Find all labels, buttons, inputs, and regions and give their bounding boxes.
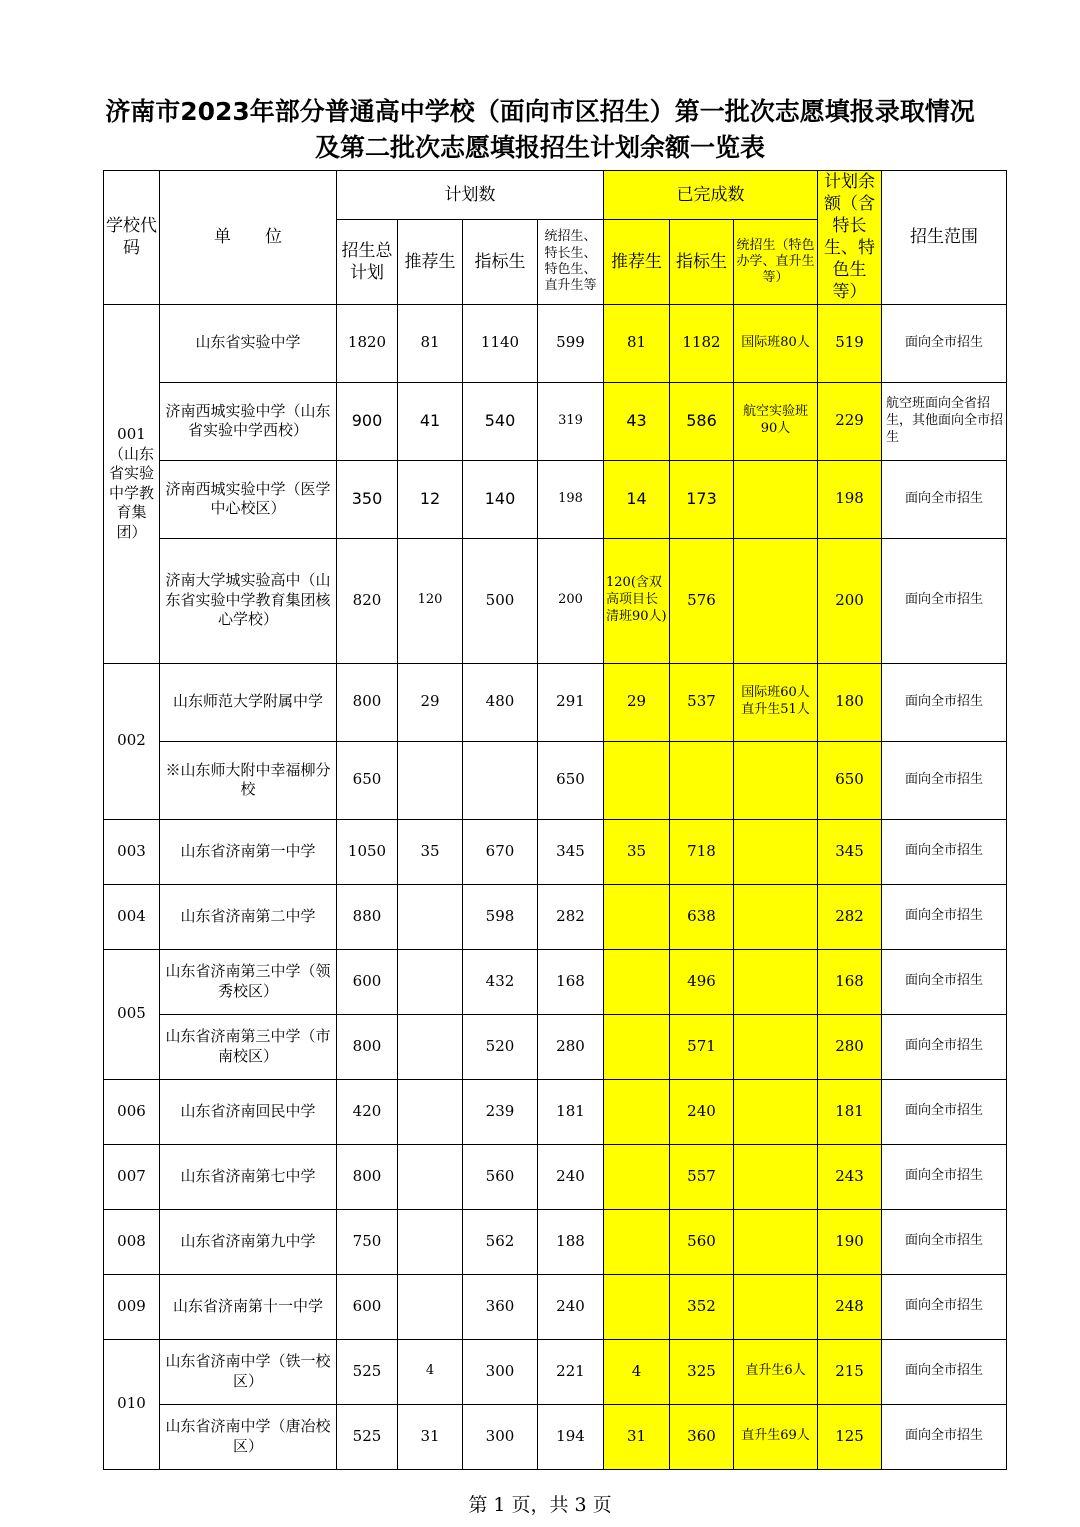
table-row <box>104 460 1007 538</box>
scope-cell: 面向全市招生 <box>882 1274 1007 1339</box>
table-row <box>104 1209 1007 1274</box>
done-quota-cell: 325 <box>670 1339 734 1404</box>
plan-recommended-cell: 81 <box>398 304 463 382</box>
done-recommended-cell: 4 <box>604 1339 670 1404</box>
done-other-cell <box>734 1014 818 1079</box>
done-other-cell <box>734 538 818 663</box>
done-recommended-cell <box>604 1144 670 1209</box>
plan-quota-cell: 432 <box>463 949 538 1014</box>
table-row <box>104 382 1007 460</box>
plan-total-cell: 350 <box>337 460 398 538</box>
unit-cell: 济南西城实验中学（医学中心校区） <box>160 460 337 538</box>
remain-cell: 650 <box>818 741 882 819</box>
page-footer: 第 1 页，共 3 页 <box>468 1494 612 1516</box>
plan-other-cell: 168 <box>538 949 604 1014</box>
remain-cell: 519 <box>818 304 882 382</box>
unit-cell: 山东师范大学附属中学 <box>160 663 337 741</box>
plan-other-cell: 194 <box>538 1404 604 1469</box>
done-quota-cell: 352 <box>670 1274 734 1339</box>
plan-recommended-cell: 29 <box>398 663 463 741</box>
plan-quota-cell <box>463 741 538 819</box>
done-recommended-cell: 43 <box>604 382 670 460</box>
plan-quota-cell: 360 <box>463 1274 538 1339</box>
done-recommended-cell <box>604 741 670 819</box>
remain-cell: 181 <box>818 1079 882 1144</box>
plan-other-cell: 198 <box>538 460 604 538</box>
header-school-code: 学校代码 <box>104 171 160 305</box>
table-row <box>104 884 1007 949</box>
plan-total-cell: 525 <box>337 1404 398 1469</box>
done-quota-cell: 638 <box>670 884 734 949</box>
done-recommended-cell: 35 <box>604 819 670 884</box>
plan-other-cell: 221 <box>538 1339 604 1404</box>
plan-recommended-cell: 35 <box>398 819 463 884</box>
table-row <box>104 663 1007 741</box>
done-other-cell <box>734 819 818 884</box>
plan-quota-cell: 480 <box>463 663 538 741</box>
scope-cell: 面向全市招生 <box>882 1404 1007 1469</box>
table-row <box>104 819 1007 884</box>
plan-recommended-cell: 31 <box>398 1404 463 1469</box>
unit-cell: 山东省实验中学 <box>160 304 337 382</box>
done-other-cell: 直升生69人 <box>734 1404 818 1469</box>
school-code-cell: 002 <box>104 663 160 819</box>
unit-cell: 山东省济南回民中学 <box>160 1079 337 1144</box>
plan-recommended-cell: 4 <box>398 1339 463 1404</box>
plan-quota-cell: 598 <box>463 884 538 949</box>
unit-cell: 山东省济南第一中学 <box>160 819 337 884</box>
done-recommended-cell: 81 <box>604 304 670 382</box>
plan-total-cell: 1050 <box>337 819 398 884</box>
unit-cell: 济南大学城实验高中（山东省实验中学教育集团核心学校） <box>160 538 337 663</box>
scope-cell: 面向全市招生 <box>882 1339 1007 1404</box>
done-quota-cell: 360 <box>670 1404 734 1469</box>
done-other-cell <box>734 884 818 949</box>
done-recommended-cell: 31 <box>604 1404 670 1469</box>
table-row <box>104 1079 1007 1144</box>
done-quota-cell: 537 <box>670 663 734 741</box>
plan-total-cell: 600 <box>337 1274 398 1339</box>
plan-recommended-cell: 12 <box>398 460 463 538</box>
unit-cell: 山东省济南第七中学 <box>160 1144 337 1209</box>
plan-quota-cell: 500 <box>463 538 538 663</box>
done-other-cell: 航空实验班90人 <box>734 382 818 460</box>
done-other-cell <box>734 1144 818 1209</box>
plan-quota-cell: 562 <box>463 1209 538 1274</box>
header-scope: 招生范围 <box>882 171 1007 305</box>
plan-total-cell: 750 <box>337 1209 398 1274</box>
scope-cell: 面向全市招生 <box>882 304 1007 382</box>
done-other-cell <box>734 949 818 1014</box>
plan-recommended-cell: 120 <box>398 538 463 663</box>
school-code-cell: 008 <box>104 1209 160 1274</box>
remain-cell: 345 <box>818 819 882 884</box>
plan-total-cell: 800 <box>337 1014 398 1079</box>
done-other-cell <box>734 741 818 819</box>
plan-total-cell: 880 <box>337 884 398 949</box>
done-recommended-cell: 120(含双高项目长清班90人) <box>604 538 670 663</box>
table-row <box>104 1404 1007 1469</box>
done-other-cell: 国际班80人 <box>734 304 818 382</box>
done-other-cell: 国际班60人直升生51人 <box>734 663 818 741</box>
school-code-cell: 003 <box>104 819 160 884</box>
remain-cell: 200 <box>818 538 882 663</box>
unit-cell: 山东省济南第九中学 <box>160 1209 337 1274</box>
plan-other-cell: 599 <box>538 304 604 382</box>
scope-cell: 面向全市招生 <box>882 1144 1007 1209</box>
table-row <box>104 1339 1007 1404</box>
scope-cell: 面向全市招生 <box>882 1079 1007 1144</box>
done-recommended-cell: 14 <box>604 460 670 538</box>
done-quota-cell: 571 <box>670 1014 734 1079</box>
plan-recommended-cell <box>398 741 463 819</box>
remain-cell: 190 <box>818 1209 882 1274</box>
header-done-quota: 指标生 <box>670 220 734 304</box>
admission-table <box>103 170 1007 1470</box>
plan-total-cell: 1820 <box>337 304 398 382</box>
remain-cell: 198 <box>818 460 882 538</box>
plan-total-cell: 525 <box>337 1339 398 1404</box>
plan-other-cell: 280 <box>538 1014 604 1079</box>
table-row <box>104 538 1007 663</box>
done-recommended-cell <box>604 1079 670 1144</box>
scope-cell: 面向全市招生 <box>882 460 1007 538</box>
remain-cell: 180 <box>818 663 882 741</box>
remain-cell: 280 <box>818 1014 882 1079</box>
remain-cell: 125 <box>818 1404 882 1469</box>
plan-total-cell: 420 <box>337 1079 398 1144</box>
remain-cell: 168 <box>818 949 882 1014</box>
plan-total-cell: 650 <box>337 741 398 819</box>
header-done-group: 已完成数 <box>604 171 818 220</box>
school-code-cell: 009 <box>104 1274 160 1339</box>
remain-cell: 248 <box>818 1274 882 1339</box>
done-recommended-cell <box>604 949 670 1014</box>
done-quota-cell: 173 <box>670 460 734 538</box>
scope-cell: 面向全市招生 <box>882 949 1007 1014</box>
unit-cell: 山东省济南第二中学 <box>160 884 337 949</box>
table-row <box>104 1274 1007 1339</box>
done-quota-cell: 560 <box>670 1209 734 1274</box>
done-other-cell <box>734 460 818 538</box>
header-plan-total: 招生总计划 <box>337 220 398 304</box>
header-remain: 计划余额（含特长生、特色生等） <box>818 171 882 305</box>
unit-cell: ※山东师大附中幸福柳分校 <box>160 741 337 819</box>
plan-total-cell: 900 <box>337 382 398 460</box>
done-recommended-cell <box>604 1209 670 1274</box>
plan-other-cell: 188 <box>538 1209 604 1274</box>
school-code-cell: 001（山东省实验中学教育集团） <box>104 304 160 663</box>
plan-recommended-cell <box>398 1144 463 1209</box>
plan-recommended-cell <box>398 949 463 1014</box>
school-code-cell: 005 <box>104 949 160 1079</box>
scope-cell: 航空班面向全省招生，其他面向全市招生 <box>882 382 1007 460</box>
header-plan-other: 统招生、特长生、特色生、直升生等 <box>538 220 604 304</box>
plan-quota-cell: 300 <box>463 1339 538 1404</box>
plan-other-cell: 200 <box>538 538 604 663</box>
plan-quota-cell: 1140 <box>463 304 538 382</box>
remain-cell: 243 <box>818 1144 882 1209</box>
done-other-cell <box>734 1274 818 1339</box>
done-quota-cell: 718 <box>670 819 734 884</box>
plan-other-cell: 240 <box>538 1274 604 1339</box>
plan-quota-cell: 540 <box>463 382 538 460</box>
plan-other-cell: 345 <box>538 819 604 884</box>
plan-quota-cell: 560 <box>463 1144 538 1209</box>
done-other-cell <box>734 1209 818 1274</box>
done-quota-cell: 557 <box>670 1144 734 1209</box>
unit-cell: 山东省济南第三中学（领秀校区） <box>160 949 337 1014</box>
done-quota-cell: 586 <box>670 382 734 460</box>
done-quota-cell: 1182 <box>670 304 734 382</box>
scope-cell: 面向全市招生 <box>882 538 1007 663</box>
plan-other-cell: 240 <box>538 1144 604 1209</box>
plan-total-cell: 600 <box>337 949 398 1014</box>
remain-cell: 229 <box>818 382 882 460</box>
done-recommended-cell <box>604 884 670 949</box>
table-row <box>104 304 1007 382</box>
scope-cell: 面向全市招生 <box>882 1014 1007 1079</box>
plan-other-cell: 291 <box>538 663 604 741</box>
plan-other-cell: 650 <box>538 741 604 819</box>
scope-cell: 面向全市招生 <box>882 819 1007 884</box>
plan-recommended-cell <box>398 884 463 949</box>
school-code-cell: 010 <box>104 1339 160 1469</box>
plan-other-cell: 181 <box>538 1079 604 1144</box>
unit-cell: 山东省济南第三中学（市南校区） <box>160 1014 337 1079</box>
plan-total-cell: 800 <box>337 1144 398 1209</box>
scope-cell: 面向全市招生 <box>882 1209 1007 1274</box>
header-plan-quota: 指标生 <box>463 220 538 304</box>
done-other-cell <box>734 1079 818 1144</box>
table-row <box>104 1014 1007 1079</box>
plan-recommended-cell <box>398 1274 463 1339</box>
done-recommended-cell: 29 <box>604 663 670 741</box>
remain-cell: 215 <box>818 1339 882 1404</box>
unit-cell: 山东省济南第十一中学 <box>160 1274 337 1339</box>
done-recommended-cell <box>604 1014 670 1079</box>
unit-cell: 山东省济南中学（铁一校区） <box>160 1339 337 1404</box>
plan-other-cell: 282 <box>538 884 604 949</box>
header-done-other: 统招生（特色办学、直升生等） <box>734 220 818 304</box>
done-recommended-cell <box>604 1274 670 1339</box>
scope-cell: 面向全市招生 <box>882 741 1007 819</box>
unit-cell: 山东省济南中学（唐冶校区） <box>160 1404 337 1469</box>
school-code-cell: 004 <box>104 884 160 949</box>
plan-recommended-cell: 41 <box>398 382 463 460</box>
table-row <box>104 1144 1007 1209</box>
header-plan-recommended: 推荐生 <box>398 220 463 304</box>
done-quota-cell <box>670 741 734 819</box>
plan-quota-cell: 140 <box>463 460 538 538</box>
plan-recommended-cell <box>398 1079 463 1144</box>
scope-cell: 面向全市招生 <box>882 663 1007 741</box>
document-title-line-2: 及第二批次志愿填报招生计划余额一览表 <box>314 133 765 162</box>
school-code-cell: 006 <box>104 1079 160 1144</box>
plan-quota-cell: 520 <box>463 1014 538 1079</box>
scope-cell: 面向全市招生 <box>882 884 1007 949</box>
plan-recommended-cell <box>398 1209 463 1274</box>
remain-cell: 282 <box>818 884 882 949</box>
header-done-recommended: 推荐生 <box>604 220 670 304</box>
document-title-line-1: 济南市2023年部分普通高中学校（面向市区招生）第一批次志愿填报录取情况 <box>105 97 975 126</box>
plan-quota-cell: 670 <box>463 819 538 884</box>
plan-recommended-cell <box>398 1014 463 1079</box>
done-quota-cell: 240 <box>670 1079 734 1144</box>
table-row <box>104 741 1007 819</box>
header-unit: 单 位 <box>160 171 337 305</box>
plan-quota-cell: 239 <box>463 1079 538 1144</box>
plan-quota-cell: 300 <box>463 1404 538 1469</box>
done-other-cell: 直升生6人 <box>734 1339 818 1404</box>
done-quota-cell: 576 <box>670 538 734 663</box>
table-row <box>104 949 1007 1014</box>
plan-other-cell: 319 <box>538 382 604 460</box>
plan-total-cell: 800 <box>337 663 398 741</box>
done-quota-cell: 496 <box>670 949 734 1014</box>
header-plan-group: 计划数 <box>337 171 604 220</box>
unit-cell: 济南西城实验中学（山东省实验中学西校） <box>160 382 337 460</box>
plan-total-cell: 820 <box>337 538 398 663</box>
school-code-cell: 007 <box>104 1144 160 1209</box>
